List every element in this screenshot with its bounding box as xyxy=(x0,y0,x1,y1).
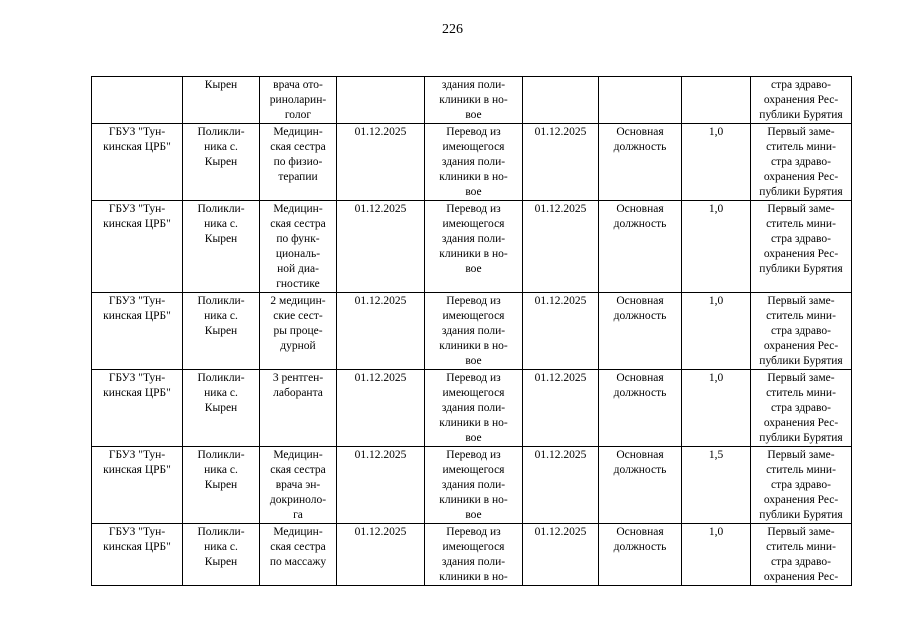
cell-reason: Перевод из имеющегося здания поли- клиники в но- вое xyxy=(425,124,523,201)
cell-rate: 1,5 xyxy=(682,447,751,524)
cell-approver: Первый заме- ститель мини- стра здраво- охранения Рес- публики Бурятия xyxy=(751,293,852,370)
cell-unit: Поликли- ника с. Кырен xyxy=(183,524,260,586)
cell-rate: 1,0 xyxy=(682,124,751,201)
cell-effective-date: 01.12.2025 xyxy=(523,524,599,586)
cell-effective-date: 01.12.2025 xyxy=(523,124,599,201)
cell-reason: Перевод из имеющегося здания поли- клиники в но- xyxy=(425,524,523,586)
table-row xyxy=(92,124,852,201)
cell-organization: ГБУЗ "Тун- кинская ЦРБ" xyxy=(92,447,183,524)
cell-unit: Поликли- ника с. Кырен xyxy=(183,293,260,370)
cell-approver: Первый заме- ститель мини- стра здраво- охранения Рес- публики Бурятия xyxy=(751,447,852,524)
cell-approver: Первый заме- ститель мини- стра здраво- охранения Рес- публики Бурятия xyxy=(751,124,852,201)
cell-rate: 1,0 xyxy=(682,524,751,586)
table-row xyxy=(92,293,852,370)
cell-organization: ГБУЗ "Тун- кинская ЦРБ" xyxy=(92,524,183,586)
cell-approver: Первый заме- ститель мини- стра здраво- охранения Рес- публики Бурятия xyxy=(751,370,852,447)
cell-reason: Перевод из имеющегося здания поли- клиники в но- вое xyxy=(425,201,523,293)
cell-organization: ГБУЗ "Тун- кинская ЦРБ" xyxy=(92,201,183,293)
cell-organization: ГБУЗ "Тун- кинская ЦРБ" xyxy=(92,124,183,201)
cell-reason: Перевод из имеющегося здания поли- клиники в но- вое xyxy=(425,447,523,524)
table-row xyxy=(92,201,852,293)
cell-position-type: Основная должность xyxy=(599,370,682,447)
cell-unit: Поликли- ника с. Кырен xyxy=(183,447,260,524)
cell-position: Медицин- ская сестра по функ- циональ- ной диа- гностике xyxy=(260,201,337,293)
table-row xyxy=(92,524,852,586)
cell-effective-date xyxy=(523,77,599,124)
cell-unit: Поликли- ника с. Кырен xyxy=(183,124,260,201)
cell-position: Медицин- ская сестра врача эн- докриноло- га xyxy=(260,447,337,524)
cell-position-type: Основная должность xyxy=(599,201,682,293)
cell-rate: 1,0 xyxy=(682,293,751,370)
cell-date: 01.12.2025 xyxy=(337,524,425,586)
cell-date xyxy=(337,77,425,124)
staff-table xyxy=(91,76,852,586)
cell-position: 2 медицин- ские сест- ры проце- дурной xyxy=(260,293,337,370)
cell-position: Медицин- ская сестра по физио- терапии xyxy=(260,124,337,201)
cell-position: Медицин- ская сестра по массажу xyxy=(260,524,337,586)
cell-unit: Поликли- ника с. Кырен xyxy=(183,201,260,293)
cell-date: 01.12.2025 xyxy=(337,293,425,370)
cell-position-type: Основная должность xyxy=(599,524,682,586)
cell-effective-date: 01.12.2025 xyxy=(523,447,599,524)
cell-position-type: Основная должность xyxy=(599,447,682,524)
table-row xyxy=(92,447,852,524)
cell-position-type: Основная должность xyxy=(599,293,682,370)
cell-rate xyxy=(682,77,751,124)
cell-effective-date: 01.12.2025 xyxy=(523,201,599,293)
cell-unit: Поликли- ника с. Кырен xyxy=(183,370,260,447)
cell-date: 01.12.2025 xyxy=(337,124,425,201)
table-row xyxy=(92,370,852,447)
cell-position: 3 рентген- лаборанта xyxy=(260,370,337,447)
page-number: 226 xyxy=(442,22,463,37)
cell-approver: Первый заме- ститель мини- стра здраво- охранения Рес- xyxy=(751,524,852,586)
cell-approver: Первый заме- ститель мини- стра здраво- охранения Рес- публики Бурятия xyxy=(751,201,852,293)
table-row xyxy=(92,77,852,124)
cell-organization xyxy=(92,77,183,124)
cell-rate: 1,0 xyxy=(682,201,751,293)
cell-organization: ГБУЗ "Тун- кинская ЦРБ" xyxy=(92,370,183,447)
cell-date: 01.12.2025 xyxy=(337,370,425,447)
cell-date: 01.12.2025 xyxy=(337,447,425,524)
cell-position-type xyxy=(599,77,682,124)
cell-rate: 1,0 xyxy=(682,370,751,447)
cell-effective-date: 01.12.2025 xyxy=(523,293,599,370)
cell-unit: Кырен xyxy=(183,77,260,124)
cell-date: 01.12.2025 xyxy=(337,201,425,293)
cell-position-type: Основная должность xyxy=(599,124,682,201)
cell-reason: Перевод из имеющегося здания поли- клиники в но- вое xyxy=(425,293,523,370)
cell-position: врача ото- риноларин- голог xyxy=(260,77,337,124)
cell-effective-date: 01.12.2025 xyxy=(523,370,599,447)
staff-table-body xyxy=(92,77,852,586)
cell-approver: стра здраво- охранения Рес- публики Бурятия xyxy=(751,77,852,124)
cell-organization: ГБУЗ "Тун- кинская ЦРБ" xyxy=(92,293,183,370)
cell-reason: Перевод из имеющегося здания поли- клиники в но- вое xyxy=(425,370,523,447)
cell-reason: здания поли- клиники в но- вое xyxy=(425,77,523,124)
